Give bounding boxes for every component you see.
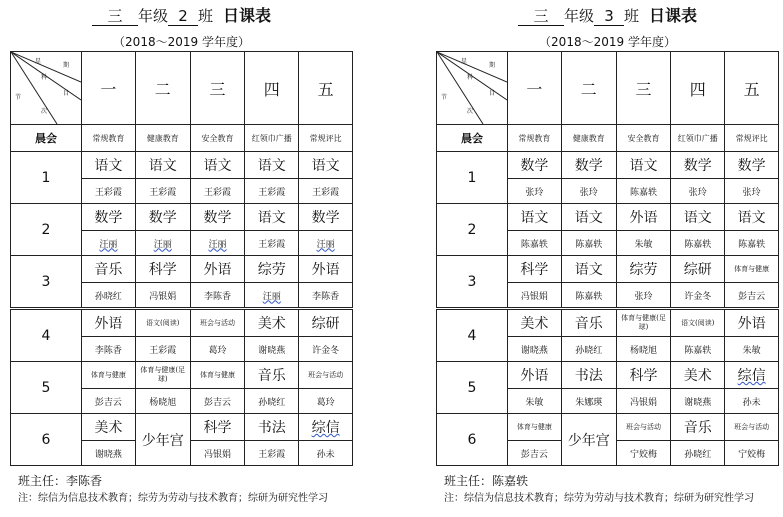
period-number: 1 [11, 152, 82, 204]
day-header: 三 [616, 52, 671, 125]
corner-label: 星 [461, 58, 468, 65]
teacher-cell: 葛玲 [190, 337, 245, 362]
teacher-cell: 王彩霞 [82, 179, 136, 204]
subject-cell: 体育与健康(足球) [616, 309, 671, 337]
morning-cell: 常规教育 [82, 125, 136, 152]
subject-cell: 科学 [135, 256, 190, 283]
subject-cell: 音乐 [245, 362, 299, 389]
morning-cell: 安全教育 [190, 125, 245, 152]
subject-cell: 少年宫 [561, 414, 616, 466]
teacher-cell: 孙未 [725, 389, 779, 414]
subject-cell: 语文 [299, 152, 353, 179]
period-number: 6 [437, 414, 508, 466]
subject-cell: 语文 [508, 204, 562, 231]
day-header: 二 [135, 52, 190, 125]
subject-cell: 体育与健康 [190, 362, 245, 389]
corner-label: 期 [63, 62, 70, 69]
teacher-cell: 葛玲 [299, 389, 353, 414]
footnote: 注：综信为信息技术教育；综劳为劳动与技术教育；综研为研究性学习 [18, 493, 328, 504]
subject-cell: 语文 [561, 256, 616, 283]
morning-label: 晨会 [11, 125, 82, 152]
teacher-cell: 汪丽 [82, 231, 136, 256]
subject-cell: 语文 [725, 204, 779, 231]
head-teacher: 班主任：李陈香 [18, 474, 103, 488]
corner-header [11, 52, 82, 125]
timetable-grid [436, 51, 779, 466]
subject-cell: 数学 [135, 204, 190, 231]
corner-label: 目 [489, 90, 496, 97]
subject-cell: 音乐 [671, 414, 725, 441]
subject-cell: 数学 [508, 152, 562, 179]
subject-cell: 科学 [616, 362, 671, 389]
day-header: 四 [671, 52, 725, 125]
school-year: （2018～2019 学年度） [113, 35, 250, 49]
subject-cell: 音乐 [561, 309, 616, 337]
class-number: 3 [594, 7, 624, 26]
subject-cell: 体育与健康(足球) [135, 362, 190, 389]
teacher-cell: 朱娜瑛 [561, 389, 616, 414]
title-bold: 日课表 [223, 6, 272, 25]
teacher-cell: 陈嘉轶 [671, 337, 725, 362]
title-bold: 日课表 [649, 6, 698, 25]
page-title [436, 4, 779, 28]
subject-cell: 语文(阅读) [135, 309, 190, 337]
period-number: 3 [11, 256, 82, 309]
subject-cell: 班会与活动 [616, 414, 671, 441]
grade-suffix: 年级 [563, 7, 594, 25]
subject-cell: 综信 [299, 414, 353, 441]
subject-cell: 数学 [725, 152, 779, 179]
teacher-cell: 冯银娟 [616, 389, 671, 414]
teacher-cell: 汪丽 [299, 231, 353, 256]
period-number: 2 [437, 204, 508, 256]
teacher-cell: 王彩霞 [245, 179, 299, 204]
corner-label: 目 [63, 90, 70, 97]
timetable-class-3 [436, 0, 779, 517]
teacher-cell: 王彩霞 [245, 441, 299, 466]
subject-cell: 科学 [190, 414, 245, 441]
subject-cell: 语文(阅读) [671, 309, 725, 337]
teacher-cell: 宁姣梅 [616, 441, 671, 466]
subject-cell: 综研 [299, 309, 353, 337]
teacher-cell: 李陈香 [82, 337, 136, 362]
subject-cell: 少年宫 [135, 414, 190, 466]
day-header: 二 [561, 52, 616, 125]
teacher-cell: 谢晓燕 [671, 389, 725, 414]
subject-cell: 数学 [82, 204, 136, 231]
footnote: 注：综信为信息技术教育；综劳为劳动与技术教育；综研为研究性学习 [444, 493, 754, 504]
teacher-cell: 张玲 [616, 283, 671, 309]
teacher-cell: 李陈香 [190, 283, 245, 309]
corner-label: 节 [441, 94, 448, 101]
teacher-cell: 彭吉云 [508, 441, 562, 466]
subject-cell: 数学 [299, 204, 353, 231]
teacher-cell: 王彩霞 [135, 179, 190, 204]
corner-label: 科 [467, 74, 474, 81]
teacher-cell: 王彩霞 [299, 179, 353, 204]
teacher-cell: 谢晓燕 [82, 441, 136, 466]
teacher-cell: 孙晓红 [561, 337, 616, 362]
school-year: （2018～2019 学年度） [539, 35, 676, 49]
subject-cell: 语文 [82, 152, 136, 179]
teacher-cell: 张玲 [508, 179, 562, 204]
teacher-cell: 陈嘉轶 [508, 231, 562, 256]
subject-cell: 美术 [245, 309, 299, 337]
subject-cell: 数学 [671, 152, 725, 179]
subject-cell: 综信 [725, 362, 779, 389]
subject-cell: 语文 [245, 152, 299, 179]
teacher-cell: 谢晓燕 [245, 337, 299, 362]
teacher-cell: 孙晓红 [245, 389, 299, 414]
teacher-cell: 李陈香 [299, 283, 353, 309]
subject-cell: 数学 [561, 152, 616, 179]
teacher-cell: 朱敏 [725, 337, 779, 362]
morning-cell: 安全教育 [616, 125, 671, 152]
teacher-cell: 冯银娟 [190, 441, 245, 466]
subject-cell: 体育与健康 [508, 414, 562, 441]
period-number: 4 [11, 309, 82, 362]
page-title [10, 4, 353, 28]
period-number: 3 [437, 256, 508, 309]
morning-cell: 常规评比 [725, 125, 779, 152]
teacher-cell: 许金冬 [671, 283, 725, 309]
teacher-cell: 宁姣梅 [725, 441, 779, 466]
day-header: 五 [725, 52, 779, 125]
teacher-cell: 孙晓红 [671, 441, 725, 466]
subject-cell: 外语 [616, 204, 671, 231]
grade-suffix: 年级 [137, 7, 168, 25]
teacher-cell: 彭吉云 [82, 389, 136, 414]
teacher-cell: 王彩霞 [245, 231, 299, 256]
teacher-cell: 孙晓红 [82, 283, 136, 309]
corner-label: 科 [41, 74, 48, 81]
teacher-cell: 彭吉云 [190, 389, 245, 414]
period-number: 5 [11, 362, 82, 414]
period-number: 4 [437, 309, 508, 362]
teacher-cell: 孙未 [299, 441, 353, 466]
subject-cell: 外语 [82, 309, 136, 337]
corner-label: 节 [15, 94, 22, 101]
corner-label: 次 [467, 108, 474, 115]
corner-header [437, 52, 508, 125]
morning-cell: 健康教育 [135, 125, 190, 152]
teacher-cell: 张玲 [725, 179, 779, 204]
teacher-cell: 陈嘉轶 [561, 231, 616, 256]
morning-cell: 健康教育 [561, 125, 616, 152]
period-number: 2 [11, 204, 82, 256]
subject-cell: 书法 [245, 414, 299, 441]
subject-cell: 语文 [561, 204, 616, 231]
teacher-cell: 谢晓燕 [508, 337, 562, 362]
teacher-cell: 汪丽 [245, 283, 299, 309]
day-header: 一 [508, 52, 562, 125]
class-number: 2 [168, 7, 198, 26]
subject-cell: 美术 [82, 414, 136, 441]
teacher-cell: 王彩霞 [190, 179, 245, 204]
grade-value: 三 [92, 7, 138, 26]
morning-cell: 常规评比 [299, 125, 353, 152]
period-number: 1 [437, 152, 508, 204]
teacher-cell: 彭吉云 [725, 283, 779, 309]
teacher-cell: 陈嘉轶 [725, 231, 779, 256]
subject-cell: 体育与健康 [725, 256, 779, 283]
subject-cell: 班会与活动 [299, 362, 353, 389]
subject-cell: 外语 [299, 256, 353, 283]
teacher-cell: 汪丽 [135, 231, 190, 256]
subject-cell: 美术 [508, 309, 562, 337]
teacher-cell: 王彩霞 [135, 337, 190, 362]
day-header: 一 [82, 52, 136, 125]
timetable-class-2 [10, 0, 353, 517]
subject-cell: 外语 [190, 256, 245, 283]
timetable-grid [10, 51, 353, 466]
subject-cell: 综劳 [616, 256, 671, 283]
subject-cell: 音乐 [82, 256, 136, 283]
subject-cell: 科学 [508, 256, 562, 283]
period-number: 5 [437, 362, 508, 414]
class-word: 班 [197, 7, 213, 25]
teacher-cell: 冯银娟 [508, 283, 562, 309]
subject-cell: 语文 [616, 152, 671, 179]
teacher-cell: 陈嘉轶 [561, 283, 616, 309]
subject-cell: 班会与活动 [190, 309, 245, 337]
subject-cell: 体育与健康 [82, 362, 136, 389]
grade-value: 三 [518, 7, 564, 26]
teacher-cell: 陈嘉轶 [671, 231, 725, 256]
corner-label: 星 [35, 58, 42, 65]
day-header: 三 [190, 52, 245, 125]
teacher-cell: 许金冬 [299, 337, 353, 362]
subject-cell: 班会与活动 [725, 414, 779, 441]
morning-cell: 常规教育 [508, 125, 562, 152]
teacher-cell: 冯银娟 [135, 283, 190, 309]
subject-cell: 美术 [671, 362, 725, 389]
teacher-cell: 张玲 [671, 179, 725, 204]
teacher-cell: 朱敏 [616, 231, 671, 256]
subject-cell: 语文 [135, 152, 190, 179]
teacher-cell: 杨晓旭 [135, 389, 190, 414]
subject-cell: 数学 [190, 204, 245, 231]
corner-label: 次 [41, 108, 48, 115]
subject-cell: 综劳 [245, 256, 299, 283]
class-word: 班 [623, 7, 639, 25]
corner-label: 期 [489, 62, 496, 69]
teacher-cell: 汪丽 [190, 231, 245, 256]
morning-label: 晨会 [437, 125, 508, 152]
subject-cell: 语文 [190, 152, 245, 179]
teacher-cell: 陈嘉轶 [616, 179, 671, 204]
head-teacher: 班主任：陈嘉轶 [444, 474, 529, 488]
morning-cell: 红领巾广播 [245, 125, 299, 152]
subject-cell: 语文 [671, 204, 725, 231]
teacher-cell: 朱敏 [508, 389, 562, 414]
subject-cell: 书法 [561, 362, 616, 389]
period-number: 6 [11, 414, 82, 466]
day-header: 四 [245, 52, 299, 125]
subject-cell: 综研 [671, 256, 725, 283]
teacher-cell: 杨晓旭 [616, 337, 671, 362]
day-header: 五 [299, 52, 353, 125]
teacher-cell: 张玲 [561, 179, 616, 204]
morning-cell: 红领巾广播 [671, 125, 725, 152]
subject-cell: 语文 [245, 204, 299, 231]
subject-cell: 外语 [508, 362, 562, 389]
subject-cell: 外语 [725, 309, 779, 337]
